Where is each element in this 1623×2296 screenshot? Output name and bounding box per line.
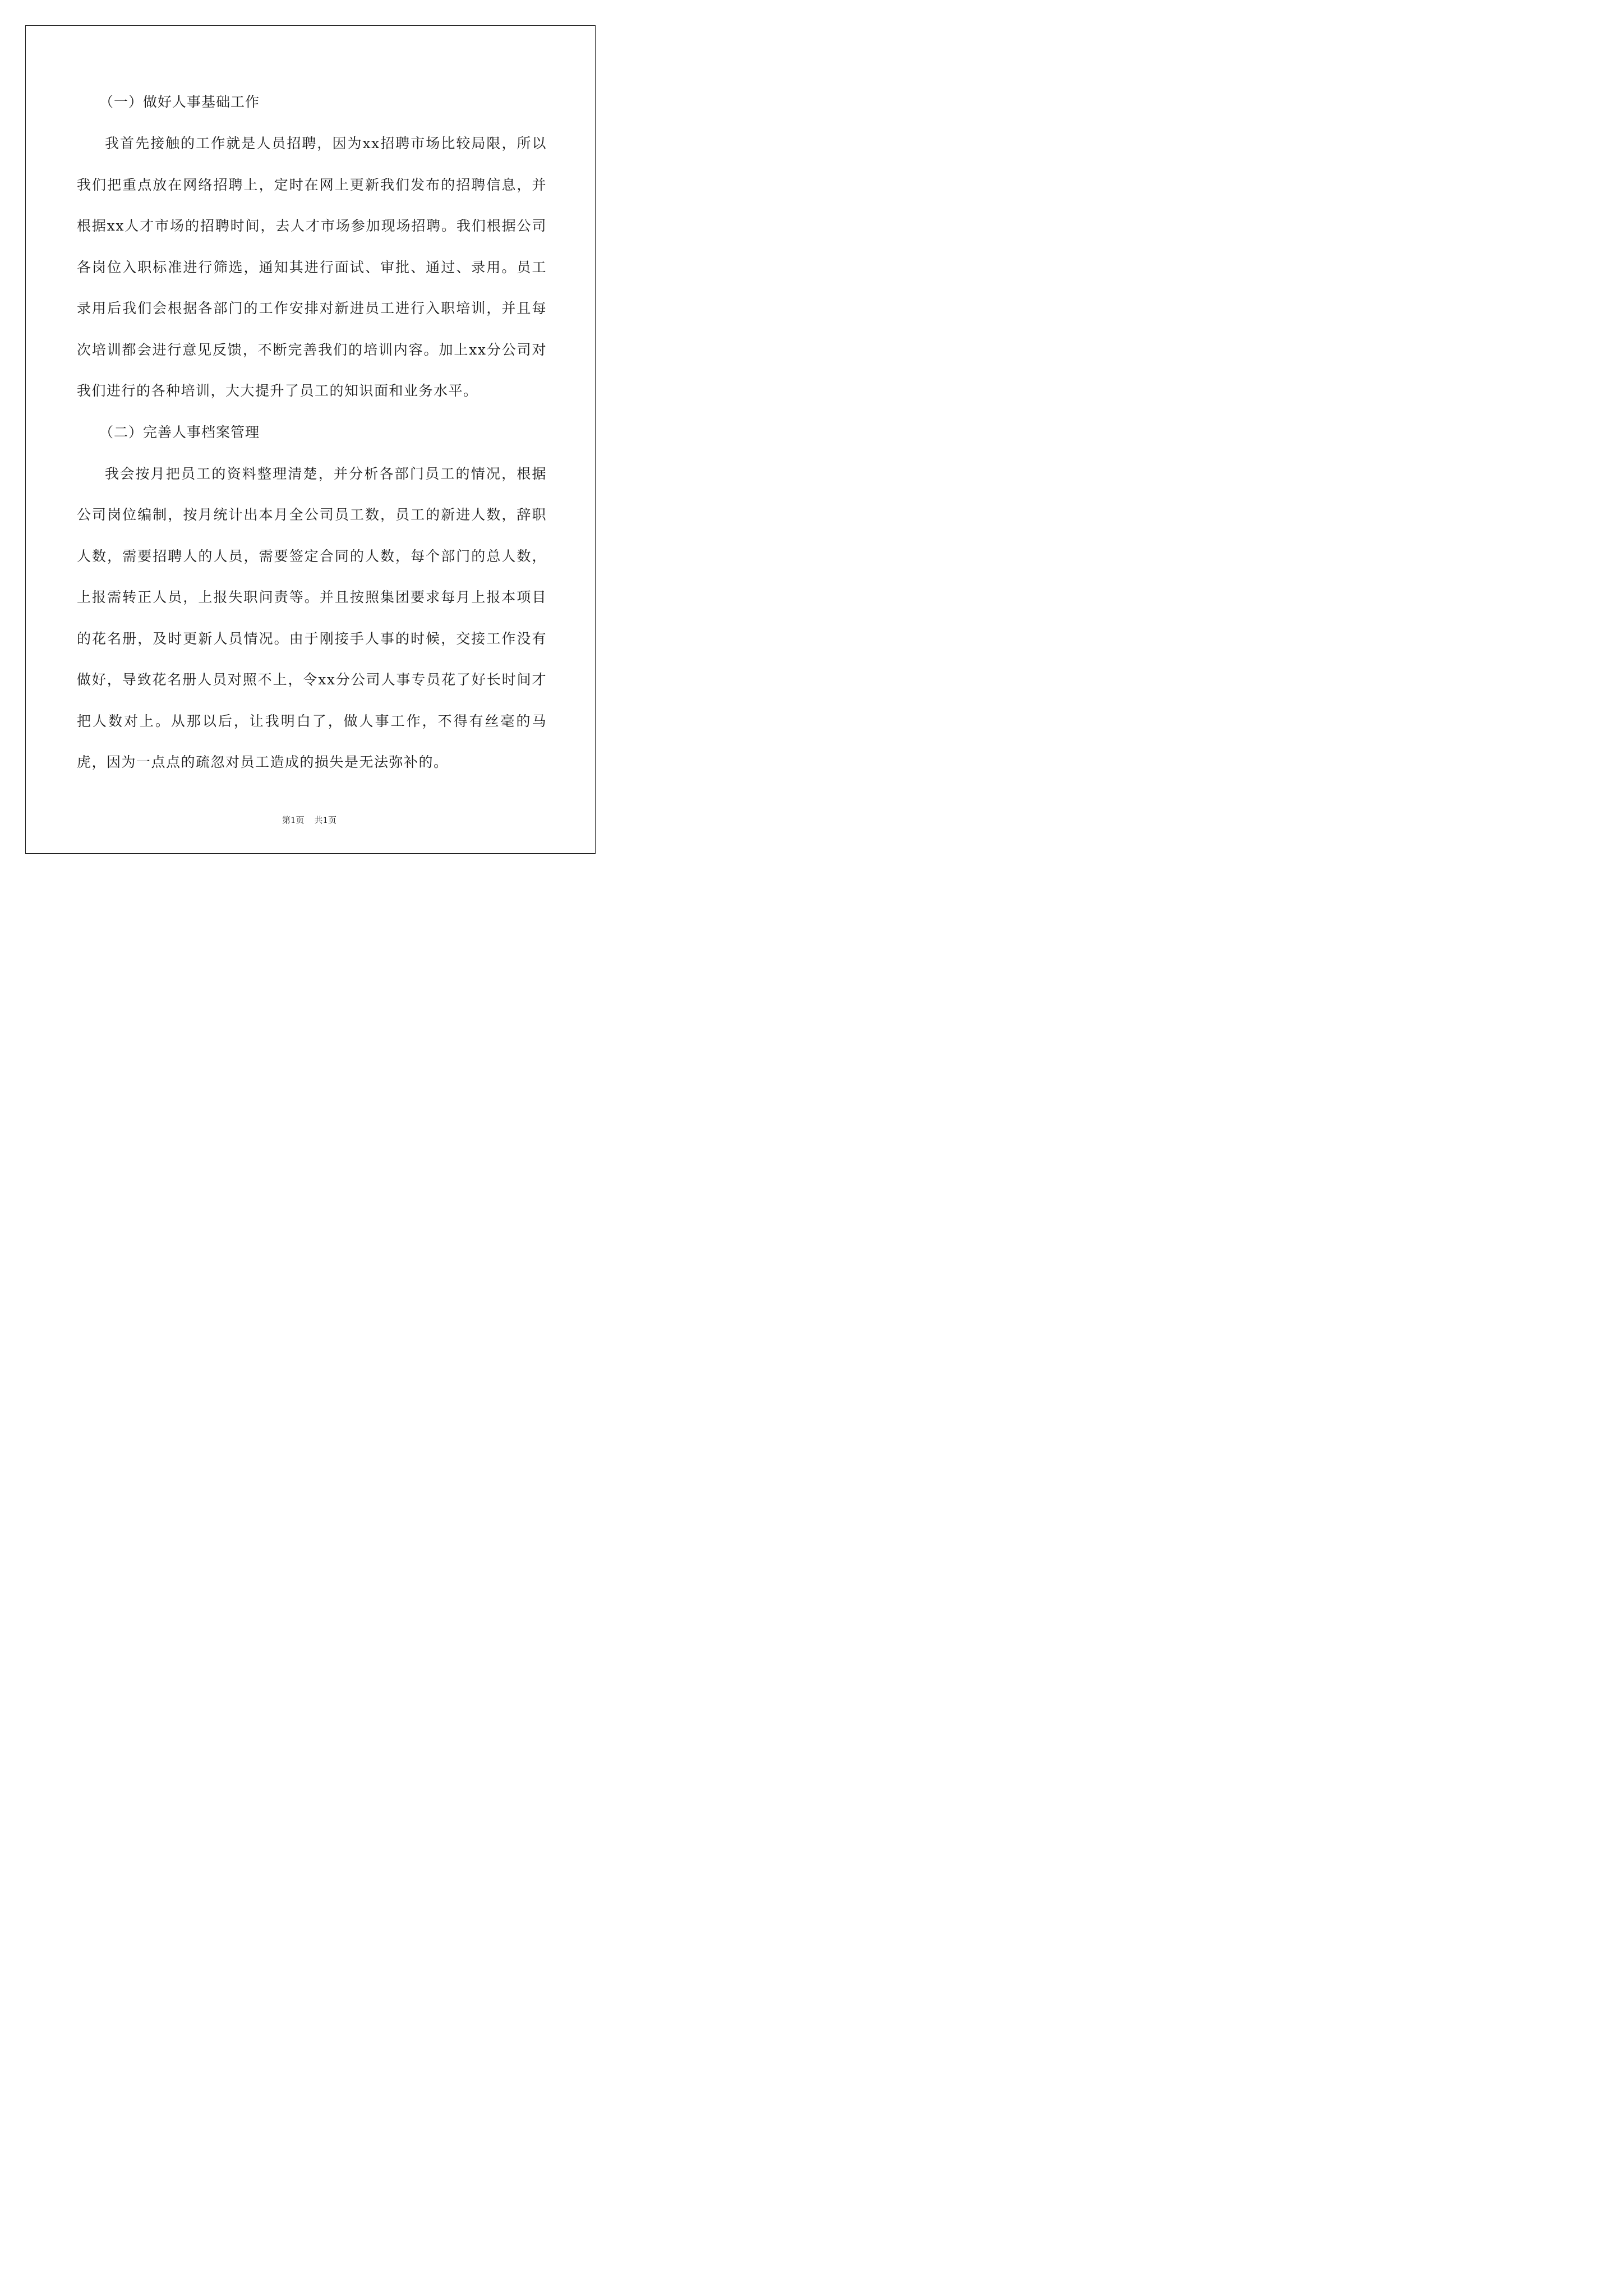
page-number: 第1页 xyxy=(282,815,305,825)
section-paragraph-2: 我会按月把员工的资料整理清楚，并分析各部门员工的情况，根据公司岗位编制，按月统计出本月全公司员工数，员工的新进人数，辞职人数，需要招聘人的人员，需要签定合同的人数，每个部门的总人数，上报需转正人员，上报失职问责等。并且按照集团要求每月上报本项目的花名册，及时更新人员情况。由于刚接手人事的时候，交接工作没有做好，导致花名册人员对照不上，令xx分公司人事专员花了好长时间才把人数对上。从那以后，让我明白了，做人事工作，不得有丝毫的马虎，因为一点点的疏忽对员工造成的损失是无法弥补的。 xyxy=(77,465,547,770)
document-body xyxy=(77,81,547,783)
section-heading-1: （一）做好人事基础工作 xyxy=(99,94,260,110)
page-total: 共1页 xyxy=(314,815,337,825)
section-paragraph-1: 我首先接触的工作就是人员招聘，因为xx招聘市场比较局限，所以我们把重点放在网络招聘上，定时在网上更新我们发布的招聘信息，并根据xx人才市场的招聘时间，去人才市场参加现场招聘。我们根据公司各岗位入职标准进行筛选，通知其进行面试、审批、通过、录用。员工录用后我们会根据各部门的工作安排对新进员工进行入职培训，并且每次培训都会进行意见反馈，不断完善我们的培训内容。加上xx分公司对我们进行的各种培训，大大提升了员工的知识面和业务水平。 xyxy=(77,135,547,399)
page-footer xyxy=(0,815,619,826)
section-heading-2: （二）完善人事档案管理 xyxy=(99,424,260,440)
